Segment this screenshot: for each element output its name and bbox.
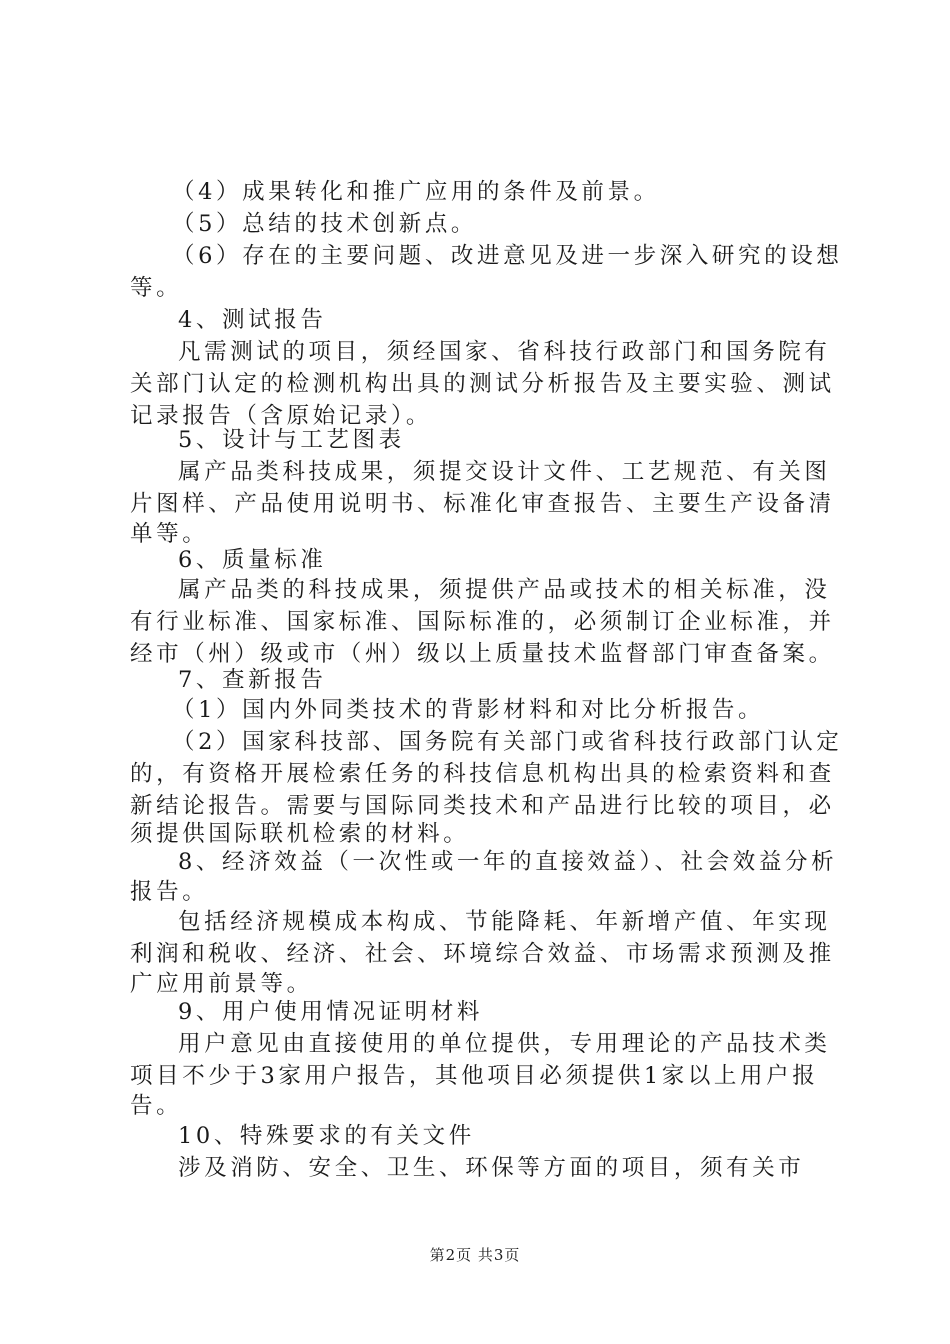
section-heading: 9、用户使用情况证明材料 bbox=[178, 999, 484, 1025]
section-heading: 6、质量标准 bbox=[178, 547, 327, 573]
text-line: 报告。 bbox=[130, 879, 209, 905]
section-heading: 10、特殊要求的有关文件 bbox=[178, 1123, 475, 1149]
section-heading: 8、经济效益（一次性或一年的直接效益）、社会效益分析 bbox=[178, 849, 838, 875]
text-line: 记录报告（含原始记录）。 bbox=[130, 403, 432, 429]
section-heading: 4、测试报告 bbox=[178, 307, 327, 333]
text-line: 利润和税收、经济、社会、环境综合效益、市场需求预测及推 bbox=[130, 941, 835, 967]
text-line: （6）存在的主要问题、改进意见及进一步深入研究的设想 bbox=[172, 243, 843, 269]
text-line: 包括经济规模成本构成、节能降耗、年新增产值、年实现 bbox=[178, 909, 831, 935]
text-line: 属产品类科技成果，须提交设计文件、工艺规范、有关图 bbox=[178, 459, 831, 485]
text-line: 项目不少于3家用户报告，其他项目必须提供1家以上用户报 bbox=[130, 1063, 819, 1089]
text-line: 凡需测试的项目，须经国家、省科技行政部门和国务院有 bbox=[178, 339, 831, 365]
text-line: 有行业标准、国家标准、国际标准的，必须制订企业标准，并 bbox=[130, 609, 835, 635]
text-line: 属产品类的科技成果，须提供产品或技术的相关标准，没 bbox=[178, 577, 831, 603]
text-line: 用户意见由直接使用的单位提供，专用理论的产品技术类 bbox=[178, 1031, 831, 1057]
text-line: 须提供国际联机检索的材料。 bbox=[130, 821, 470, 847]
text-line: （5）总结的技术创新点。 bbox=[172, 211, 478, 237]
text-line: 广应用前景等。 bbox=[130, 971, 313, 997]
text-line: 告。 bbox=[130, 1093, 183, 1119]
section-heading: 7、查新报告 bbox=[178, 667, 327, 693]
text-line: （1）国内外同类技术的背影材料和对比分析报告。 bbox=[172, 697, 765, 723]
text-line: 新结论报告。需要与国际同类技术和产品进行比较的项目，必 bbox=[130, 793, 835, 819]
text-line: 经市（州）级或市（州）级以上质量技术监督部门审查备案。 bbox=[130, 641, 835, 667]
text-line: 等。 bbox=[130, 275, 183, 301]
text-line: （4）成果转化和推广应用的条件及前景。 bbox=[172, 179, 660, 205]
text-line: 的，有资格开展检索任务的科技信息机构出具的检索资料和查 bbox=[130, 761, 835, 787]
text-line: （2）国家科技部、国务院有关部门或省科技行政部门认定 bbox=[172, 729, 843, 755]
text-line: 片图样、产品使用说明书、标准化审查报告、主要生产设备清 bbox=[130, 491, 835, 517]
text-line: 关部门认定的检测机构出具的测试分析报告及主要实验、测试 bbox=[130, 371, 835, 397]
text-line: 单等。 bbox=[130, 521, 209, 547]
text-line: 涉及消防、安全、卫生、环保等方面的项目，须有关市 bbox=[178, 1155, 805, 1181]
section-heading: 5、设计与工艺图表 bbox=[178, 427, 405, 453]
page-footer: 第2页 共3页 bbox=[429, 1246, 521, 1264]
